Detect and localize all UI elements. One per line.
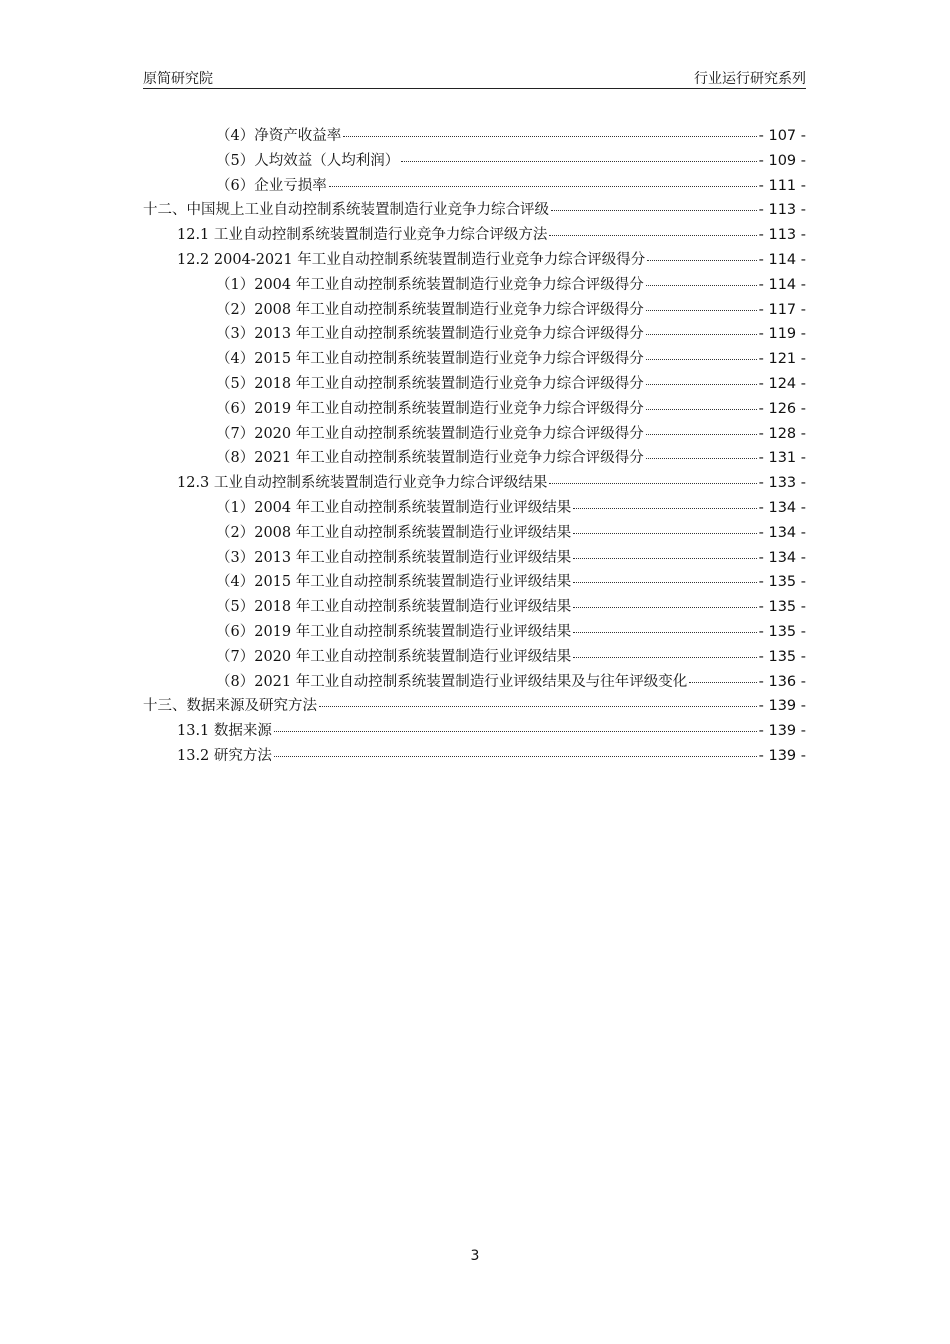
dot-leader [573, 582, 756, 583]
toc-entry-page: - 114 - [758, 276, 806, 293]
toc-entry-page: - 128 - [758, 425, 806, 442]
toc-entry-page: - 136 - [758, 673, 806, 690]
dot-leader [329, 186, 757, 187]
toc-entry-page: - 111 - [758, 177, 806, 194]
toc-entry[interactable] [143, 694, 806, 719]
toc-entry-title: 12.1 工业自动控制系统装置制造行业竞争力综合评级方法 [177, 227, 548, 244]
dot-leader [573, 607, 756, 608]
dot-leader [646, 310, 757, 311]
toc-entry-page: - 113 - [758, 227, 806, 244]
toc-entry-page: - 139 - [758, 723, 806, 740]
dot-leader [401, 161, 756, 162]
toc-entry[interactable] [143, 124, 806, 149]
toc-entry-page: - 113 - [758, 202, 806, 219]
toc-entry-title: （6）2019 年工业自动控制系统装置制造行业竞争力综合评级得分 [216, 400, 644, 417]
dot-leader [274, 756, 757, 757]
toc-entry-page: - 119 - [758, 326, 806, 343]
toc-entry[interactable] [143, 347, 806, 372]
toc-entry-page: - 126 - [758, 400, 806, 417]
toc-entry[interactable] [143, 496, 806, 521]
page-number: 3 [470, 1248, 480, 1264]
toc-entry-page: - 117 - [758, 301, 806, 318]
dot-leader [647, 260, 756, 261]
toc-entry-title: 13.2 研究方法 [177, 747, 272, 764]
dot-leader [646, 458, 757, 459]
toc-entry-title: （3）2013 年工业自动控制系统装置制造行业竞争力综合评级得分 [216, 326, 644, 343]
toc-entry-page: - 135 - [758, 623, 806, 640]
toc-entry[interactable] [143, 570, 806, 595]
dot-leader [646, 409, 757, 410]
toc-entry[interactable] [143, 645, 806, 670]
toc-entry[interactable] [143, 248, 806, 273]
toc-entry[interactable] [143, 174, 806, 199]
dot-leader [646, 334, 757, 335]
toc-entry[interactable] [143, 744, 806, 769]
dot-leader [646, 359, 757, 360]
toc-entry-title: （7）2020 年工业自动控制系统装置制造行业竞争力综合评级得分 [216, 425, 644, 442]
toc-entry[interactable] [143, 595, 806, 620]
dot-leader [549, 483, 756, 484]
dot-leader [274, 731, 757, 732]
toc-entry-page: - 133 - [758, 475, 806, 492]
toc-entry-title: （5）人均效益（人均利润） [216, 152, 400, 169]
dot-leader [646, 384, 757, 385]
toc-entry[interactable] [143, 198, 806, 223]
toc-entry-title: （6）企业亏损率 [216, 177, 327, 194]
toc-entry-title: （6）2019 年工业自动控制系统装置制造行业评级结果 [216, 623, 572, 640]
toc-entry[interactable] [143, 719, 806, 744]
toc-entry-title: （1）2004 年工业自动控制系统装置制造行业评级结果 [216, 499, 572, 516]
dot-leader [573, 508, 756, 509]
toc-entry-page: - 109 - [758, 152, 806, 169]
dot-leader [646, 285, 757, 286]
toc-entry[interactable] [143, 397, 806, 422]
toc-entry-page: - 139 - [758, 747, 806, 764]
toc-entry-title: 13.1 数据来源 [177, 723, 272, 740]
toc-entry[interactable] [143, 422, 806, 447]
dot-leader [319, 706, 757, 707]
toc-entry-page: - 131 - [758, 450, 806, 467]
toc-entry-title: （4）2015 年工业自动控制系统装置制造行业评级结果 [216, 574, 572, 591]
toc-entry-title: 十三、数据来源及研究方法 [143, 698, 317, 715]
toc-entry[interactable] [143, 322, 806, 347]
dot-leader [573, 632, 756, 633]
toc-entry-title: （4）2015 年工业自动控制系统装置制造行业竞争力综合评级得分 [216, 351, 644, 368]
toc-entry[interactable] [143, 298, 806, 323]
toc-entry-title: （2）2008 年工业自动控制系统装置制造行业评级结果 [216, 524, 572, 541]
toc-entry-page: - 114 - [758, 251, 806, 268]
toc-entry[interactable] [143, 620, 806, 645]
toc-entry-title: （5）2018 年工业自动控制系统装置制造行业竞争力综合评级得分 [216, 375, 644, 392]
toc-entry[interactable] [143, 372, 806, 397]
toc-entry-title: （8）2021 年工业自动控制系统装置制造行业评级结果及与往年评级变化 [216, 673, 688, 690]
toc-entry-page: - 135 - [758, 574, 806, 591]
toc-entry-title: 十二、中国规上工业自动控制系统装置制造行业竞争力综合评级 [143, 202, 549, 219]
toc-entry-page: - 134 - [758, 549, 806, 566]
toc-entry-page: - 134 - [758, 524, 806, 541]
toc-entry[interactable] [143, 471, 806, 496]
toc-entry-title: 12.3 工业自动控制系统装置制造行业竞争力综合评级结果 [177, 475, 548, 492]
toc-entry-page: - 135 - [758, 648, 806, 665]
dot-leader [689, 682, 756, 683]
header-series: 行业运行研究系列 [694, 71, 806, 87]
toc-entry[interactable] [143, 273, 806, 298]
toc-entry-title: （8）2021 年工业自动控制系统装置制造行业竞争力综合评级得分 [216, 450, 644, 467]
dot-leader [646, 434, 757, 435]
toc-entry-title: （1）2004 年工业自动控制系统装置制造行业竞争力综合评级得分 [216, 276, 644, 293]
dot-leader [549, 235, 756, 236]
toc-entry-page: - 124 - [758, 375, 806, 392]
toc-entry-page: - 134 - [758, 499, 806, 516]
toc-entry-page: - 107 - [758, 128, 806, 144]
dot-leader [343, 136, 756, 137]
toc-entry-page: - 121 - [758, 351, 806, 368]
header-publisher: 原简研究院 [143, 71, 213, 87]
toc-entry[interactable] [143, 149, 806, 174]
toc-entry-title: （3）2013 年工业自动控制系统装置制造行业评级结果 [216, 549, 572, 566]
toc-entry-page: - 139 - [758, 698, 806, 715]
dot-leader [573, 558, 756, 559]
dot-leader [573, 533, 756, 534]
toc-entry-page: - 135 - [758, 599, 806, 616]
dot-leader [573, 657, 756, 658]
toc-entry[interactable] [143, 546, 806, 571]
table-of-contents [143, 124, 806, 769]
toc-entry[interactable] [143, 223, 806, 248]
toc-entry-title: （4）净资产收益率 [216, 128, 342, 144]
toc-entry[interactable] [143, 446, 806, 471]
toc-entry-title: （5）2018 年工业自动控制系统装置制造行业评级结果 [216, 599, 572, 616]
toc-entry[interactable] [143, 670, 806, 695]
dot-leader [551, 210, 757, 211]
page-header [143, 66, 806, 89]
toc-entry[interactable] [143, 521, 806, 546]
toc-entry-title: 12.2 2004-2021 年工业自动控制系统装置制造行业竞争力综合评级得分 [177, 251, 646, 268]
toc-entry-title: （2）2008 年工业自动控制系统装置制造行业竞争力综合评级得分 [216, 301, 644, 318]
toc-entry-title: （7）2020 年工业自动控制系统装置制造行业评级结果 [216, 648, 572, 665]
